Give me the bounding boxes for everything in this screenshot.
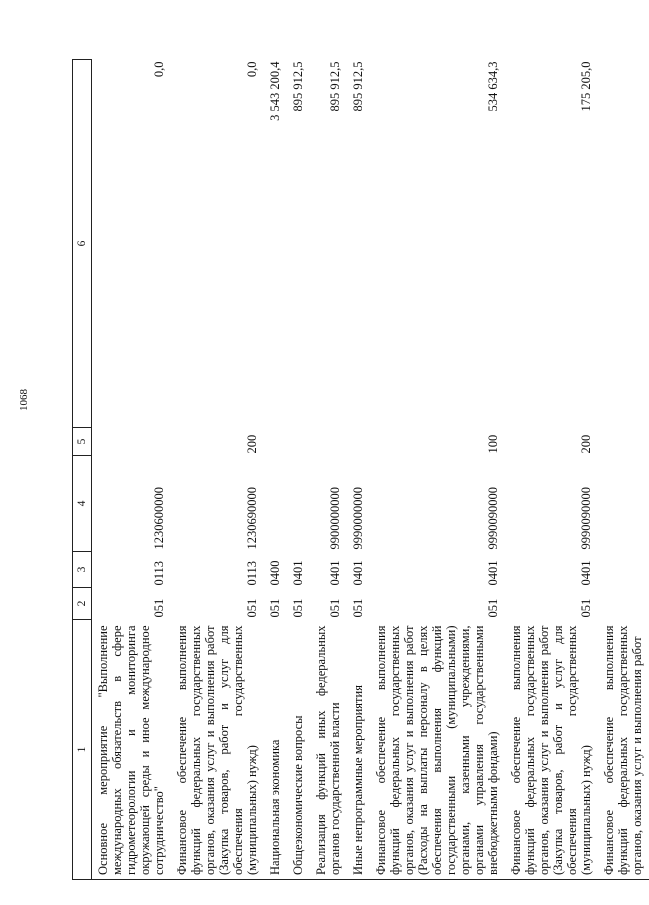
table-row <box>505 60 598 880</box>
row-target-code: 1230600000 <box>152 487 166 550</box>
row-expense-type <box>310 428 347 456</box>
row-section-code: 0401 <box>579 560 593 586</box>
table-row <box>171 60 264 880</box>
row-expense-type: 200 <box>245 434 259 454</box>
row-target-code <box>264 456 287 552</box>
header-col-6: 6 <box>73 60 92 428</box>
row-sum <box>598 60 649 428</box>
row-expense-type: 200 <box>579 434 593 454</box>
row-name: Основное мероприятие "Выполнение международных обязательств в сфере гидрометеорологии и мониторинга окружающей среды и иное международное сотрудничество" <box>92 620 172 880</box>
row-name: Финансовое обеспечение выполнения функций федеральных государственных органов, оказания услуг и выполнения работ (Закупка товаров, работ и услуг для обеспечения государственных (муниципальных) нужд) <box>505 620 598 880</box>
row-sum: 534 634,3 <box>486 61 500 112</box>
row-target-code: 9990000000 <box>351 487 365 550</box>
row-sum: 895 912,5 <box>328 61 342 112</box>
row-expense-type <box>347 428 370 456</box>
row-ministry-code: 051 <box>351 598 365 618</box>
row-ministry-code <box>598 588 649 620</box>
row-ministry-code: 051 <box>579 598 593 618</box>
page-number: 1068 <box>18 389 30 411</box>
row-section-code: 0401 <box>328 560 342 586</box>
header-col-3: 3 <box>73 552 92 588</box>
row-target-code: 9900000000 <box>328 487 342 550</box>
budget-table <box>72 59 649 880</box>
row-name: Финансовое обеспечение выполнения функций федеральных государственных органов, оказания услуг и выполнения работ (Закупка товаров, работ и услуг для обеспечения государственных (муниципальных) нужд) <box>171 620 264 880</box>
row-name: Иные непрограммные мероприятия <box>347 620 370 880</box>
row-name: Финансовое обеспечение выполнения функций федеральных государственных органов, оказания услуг и выполнения работ <box>598 620 649 880</box>
row-sum: 0,0 <box>152 61 166 78</box>
table-row <box>370 60 505 880</box>
row-target-code: 9990090000 <box>579 487 593 550</box>
row-expense-type <box>92 428 172 456</box>
row-name: Национальная экономика <box>264 620 287 880</box>
row-expense-type <box>598 428 649 456</box>
table-row <box>347 60 370 880</box>
row-target-code: 9990090000 <box>486 487 500 550</box>
row-sum: 3 543 200,4 <box>268 61 282 121</box>
header-col-5: 5 <box>73 428 92 456</box>
row-sum: 895 912,5 <box>291 61 305 112</box>
row-ministry-code: 051 <box>486 598 500 618</box>
row-name: Реализация функций иных федеральных органов государственной власти <box>310 620 347 880</box>
row-section-code: 0400 <box>268 560 282 586</box>
table-row <box>310 60 347 880</box>
row-section-code: 0113 <box>245 560 259 586</box>
table-header <box>73 60 92 880</box>
row-sum: 0,0 <box>245 61 259 78</box>
row-ministry-code: 051 <box>328 598 342 618</box>
table-body <box>92 60 649 880</box>
table-row <box>287 60 310 880</box>
row-ministry-code: 051 <box>268 598 282 618</box>
header-col-1: 1 <box>73 620 92 880</box>
table-row <box>598 60 649 880</box>
table-row <box>92 60 172 880</box>
row-section-code: 0401 <box>486 560 500 586</box>
header-col-4: 4 <box>73 456 92 552</box>
row-expense-type: 100 <box>486 434 500 454</box>
row-name: Финансовое обеспечение выполнения функций федеральных государственных органов, оказания услуг и выполнения работ (Расходы на выплаты персоналу в целях обеспечения выполнения функций государственными (муниципальными) органами, казенными учреждениями, органами управления государственными внебюджетными фондами) <box>370 620 505 880</box>
header-col-2: 2 <box>73 588 92 620</box>
row-section-code: 0401 <box>351 560 365 586</box>
row-expense-type <box>264 428 287 456</box>
row-sum: 895 912,5 <box>351 61 365 112</box>
row-ministry-code: 051 <box>152 598 166 618</box>
row-target-code: 1230690000 <box>245 487 259 550</box>
row-section-code: 0401 <box>291 560 305 586</box>
row-expense-type <box>287 428 310 456</box>
row-target-code <box>598 456 649 552</box>
row-name: Общеэкономические вопросы <box>287 620 310 880</box>
row-section-code: 0113 <box>152 560 166 586</box>
row-ministry-code: 051 <box>245 598 259 618</box>
row-sum: 175 205,0 <box>579 61 593 112</box>
row-ministry-code: 051 <box>291 598 305 618</box>
table-row <box>264 60 287 880</box>
rotated-page-content <box>72 60 644 880</box>
row-section-code <box>598 552 649 588</box>
row-target-code <box>287 456 310 552</box>
